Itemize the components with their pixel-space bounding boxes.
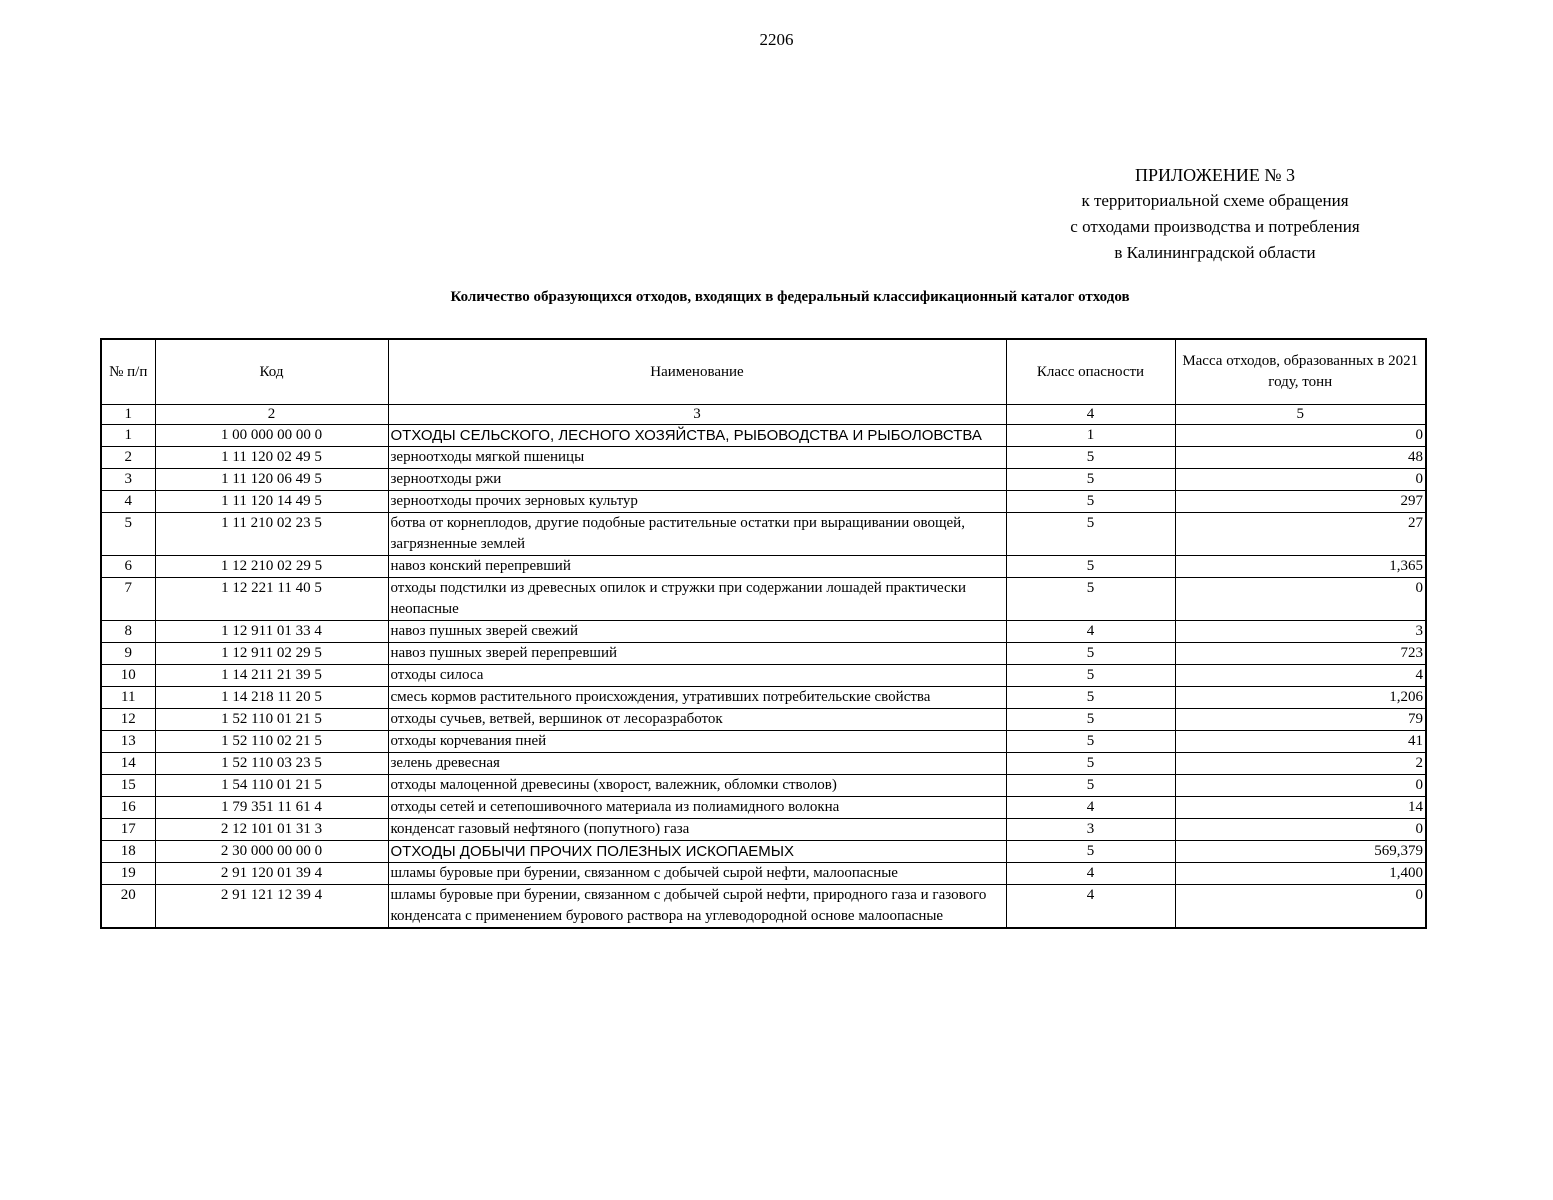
- hazard-class-cell: 5: [1006, 469, 1175, 491]
- waste-name-cell: шламы буровые при бурении, связанном с добычей сырой нефти, малоопасные: [388, 863, 1006, 885]
- row-number-cell: 20: [101, 885, 155, 929]
- waste-name-cell: отходы сетей и сетепошивочного материала из полиамидного волокна: [388, 797, 1006, 819]
- row-number-cell: 3: [101, 469, 155, 491]
- waste-name-cell: навоз конский перепревший: [388, 556, 1006, 578]
- table-row: [101, 556, 1426, 578]
- table-row: [101, 863, 1426, 885]
- table-row: [101, 469, 1426, 491]
- waste-mass-cell: 27: [1175, 513, 1426, 556]
- hazard-class-cell: 5: [1006, 687, 1175, 709]
- waste-name-cell: зерноотходы мягкой пшеницы: [388, 447, 1006, 469]
- row-number-cell: 17: [101, 819, 155, 841]
- waste-mass-cell: 1,206: [1175, 687, 1426, 709]
- table-row: [101, 731, 1426, 753]
- waste-mass-cell: 3: [1175, 621, 1426, 643]
- table-row: [101, 797, 1426, 819]
- row-number-cell: 16: [101, 797, 155, 819]
- table-row: [101, 775, 1426, 797]
- column-number: 1: [101, 405, 155, 425]
- hazard-class-cell: 5: [1006, 643, 1175, 665]
- row-number-cell: 9: [101, 643, 155, 665]
- waste-mass-cell: 2: [1175, 753, 1426, 775]
- waste-mass-cell: 0: [1175, 819, 1426, 841]
- waste-name-cell: ОТХОДЫ СЕЛЬСКОГО, ЛЕСНОГО ХОЗЯЙСТВА, РЫБОВОДСТВА И РЫБОЛОВСТВА: [388, 425, 1006, 447]
- waste-mass-cell: 41: [1175, 731, 1426, 753]
- hazard-class-cell: 5: [1006, 556, 1175, 578]
- waste-code-cell: 2 91 120 01 39 4: [155, 863, 388, 885]
- row-number-cell: 12: [101, 709, 155, 731]
- header-class: Класс опасности: [1006, 339, 1175, 405]
- row-number-cell: 8: [101, 621, 155, 643]
- waste-code-cell: 2 91 121 12 39 4: [155, 885, 388, 929]
- waste-mass-cell: 0: [1175, 775, 1426, 797]
- waste-code-cell: 1 12 210 02 29 5: [155, 556, 388, 578]
- row-number-cell: 19: [101, 863, 155, 885]
- table-row: [101, 643, 1426, 665]
- hazard-class-cell: 4: [1006, 885, 1175, 929]
- waste-name-cell: шламы буровые при бурении, связанном с добычей сырой нефти, природного газа и газового конденсата с применением бурового раствора на углеводородной основе малоопасные: [388, 885, 1006, 929]
- column-number: 3: [388, 405, 1006, 425]
- table-body: [101, 425, 1426, 929]
- table-row: [101, 491, 1426, 513]
- appendix-title: ПРИЛОЖЕНИЕ № 3: [1134, 165, 1296, 185]
- table-row: [101, 425, 1426, 447]
- appendix-line-2: к территориальной схеме обращения: [1081, 191, 1349, 210]
- row-number-cell: 7: [101, 578, 155, 621]
- document-title: Количество образующихся отходов, входящих в федеральный классификационный каталог отходов: [450, 289, 1130, 305]
- waste-code-cell: 1 14 218 11 20 5: [155, 687, 388, 709]
- hazard-class-cell: 5: [1006, 841, 1175, 863]
- row-number-cell: 14: [101, 753, 155, 775]
- hazard-class-cell: 5: [1006, 513, 1175, 556]
- waste-name-cell: отходы силоса: [388, 665, 1006, 687]
- hazard-class-cell: 5: [1006, 775, 1175, 797]
- row-number-cell: 18: [101, 841, 155, 863]
- waste-code-cell: 2 30 000 00 00 0: [155, 841, 388, 863]
- waste-mass-cell: 723: [1175, 643, 1426, 665]
- waste-code-cell: 2 12 101 01 31 3: [155, 819, 388, 841]
- row-number-cell: 13: [101, 731, 155, 753]
- waste-code-cell: 1 11 120 06 49 5: [155, 469, 388, 491]
- waste-mass-cell: 1,400: [1175, 863, 1426, 885]
- hazard-class-cell: 5: [1006, 731, 1175, 753]
- column-number: 4: [1006, 405, 1175, 425]
- waste-name-cell: отходы малоценной древесины (хворост, валежник, обломки стволов): [388, 775, 1006, 797]
- table-row: [101, 885, 1426, 929]
- waste-code-cell: 1 52 110 01 21 5: [155, 709, 388, 731]
- waste-code-cell: 1 12 911 02 29 5: [155, 643, 388, 665]
- waste-name-cell: смесь кормов растительного происхождения, утративших потребительские свойства: [388, 687, 1006, 709]
- waste-mass-cell: 48: [1175, 447, 1426, 469]
- waste-name-cell: отходы сучьев, ветвей, вершинок от лесоразработок: [388, 709, 1006, 731]
- waste-code-cell: 1 54 110 01 21 5: [155, 775, 388, 797]
- row-number-cell: 5: [101, 513, 155, 556]
- waste-mass-cell: 4: [1175, 665, 1426, 687]
- waste-name-cell: конденсат газовый нефтяного (попутного) газа: [388, 819, 1006, 841]
- waste-code-cell: 1 14 211 21 39 5: [155, 665, 388, 687]
- hazard-class-cell: 1: [1006, 425, 1175, 447]
- waste-name-cell: зерноотходы ржи: [388, 469, 1006, 491]
- table-row: [101, 709, 1426, 731]
- waste-code-cell: 1 00 000 00 00 0: [155, 425, 388, 447]
- waste-mass-cell: 297: [1175, 491, 1426, 513]
- waste-name-cell: отходы корчевания пней: [388, 731, 1006, 753]
- waste-mass-cell: 1,365: [1175, 556, 1426, 578]
- column-number: 5: [1175, 405, 1426, 425]
- header-mass: Масса отходов, образованных в 2021 году, тонн: [1175, 339, 1426, 405]
- table-row: [101, 621, 1426, 643]
- waste-code-cell: 1 11 120 02 49 5: [155, 447, 388, 469]
- waste-code-cell: 1 79 351 11 61 4: [155, 797, 388, 819]
- appendix-line-3: с отходами производства и потребления: [1070, 217, 1360, 236]
- waste-name-cell: навоз пушных зверей перепревший: [388, 643, 1006, 665]
- table-row: [101, 665, 1426, 687]
- waste-code-cell: 1 52 110 03 23 5: [155, 753, 388, 775]
- header-code: Код: [155, 339, 388, 405]
- hazard-class-cell: 3: [1006, 819, 1175, 841]
- table-row: [101, 447, 1426, 469]
- waste-mass-cell: 569,379: [1175, 841, 1426, 863]
- row-number-cell: 10: [101, 665, 155, 687]
- hazard-class-cell: 5: [1006, 578, 1175, 621]
- table-header-row: [101, 339, 1426, 405]
- row-number-cell: 15: [101, 775, 155, 797]
- waste-table: [100, 338, 1427, 929]
- waste-name-cell: отходы подстилки из древесных опилок и стружки при содержании лошадей практически неопасные: [388, 578, 1006, 621]
- waste-code-cell: 1 52 110 02 21 5: [155, 731, 388, 753]
- appendix-header: [1020, 162, 1410, 266]
- hazard-class-cell: 5: [1006, 665, 1175, 687]
- row-number-cell: 4: [101, 491, 155, 513]
- header-num: № п/п: [101, 339, 155, 405]
- hazard-class-cell: 4: [1006, 863, 1175, 885]
- hazard-class-cell: 5: [1006, 709, 1175, 731]
- hazard-class-cell: 4: [1006, 621, 1175, 643]
- table-row: [101, 819, 1426, 841]
- page-number: 2206: [759, 30, 794, 49]
- table-row: [101, 578, 1426, 621]
- row-number-cell: 6: [101, 556, 155, 578]
- table-row: [101, 753, 1426, 775]
- table-row: [101, 841, 1426, 863]
- waste-code-cell: 1 11 120 14 49 5: [155, 491, 388, 513]
- waste-mass-cell: 0: [1175, 469, 1426, 491]
- waste-name-cell: зелень древесная: [388, 753, 1006, 775]
- waste-name-cell: навоз пушных зверей свежий: [388, 621, 1006, 643]
- hazard-class-cell: 5: [1006, 491, 1175, 513]
- waste-code-cell: 1 12 911 01 33 4: [155, 621, 388, 643]
- waste-name-cell: ОТХОДЫ ДОБЫЧИ ПРОЧИХ ПОЛЕЗНЫХ ИСКОПАЕМЫХ: [388, 841, 1006, 863]
- waste-code-cell: 1 12 221 11 40 5: [155, 578, 388, 621]
- table-row: [101, 513, 1426, 556]
- hazard-class-cell: 5: [1006, 753, 1175, 775]
- row-number-cell: 11: [101, 687, 155, 709]
- waste-mass-cell: 0: [1175, 425, 1426, 447]
- waste-name-cell: зерноотходы прочих зерновых культур: [388, 491, 1006, 513]
- column-number: 2: [155, 405, 388, 425]
- waste-mass-cell: 14: [1175, 797, 1426, 819]
- row-number-cell: 2: [101, 447, 155, 469]
- row-number-cell: 1: [101, 425, 155, 447]
- waste-mass-cell: 0: [1175, 578, 1426, 621]
- waste-name-cell: ботва от корнеплодов, другие подобные растительные остатки при выращивании овощей, загрязненные землей: [388, 513, 1006, 556]
- waste-mass-cell: 0: [1175, 885, 1426, 929]
- waste-mass-cell: 79: [1175, 709, 1426, 731]
- header-name: Наименование: [388, 339, 1006, 405]
- column-number-row: [101, 405, 1426, 425]
- appendix-line-4: в Калининградской области: [1114, 243, 1316, 262]
- waste-code-cell: 1 11 210 02 23 5: [155, 513, 388, 556]
- hazard-class-cell: 5: [1006, 447, 1175, 469]
- hazard-class-cell: 4: [1006, 797, 1175, 819]
- table-row: [101, 687, 1426, 709]
